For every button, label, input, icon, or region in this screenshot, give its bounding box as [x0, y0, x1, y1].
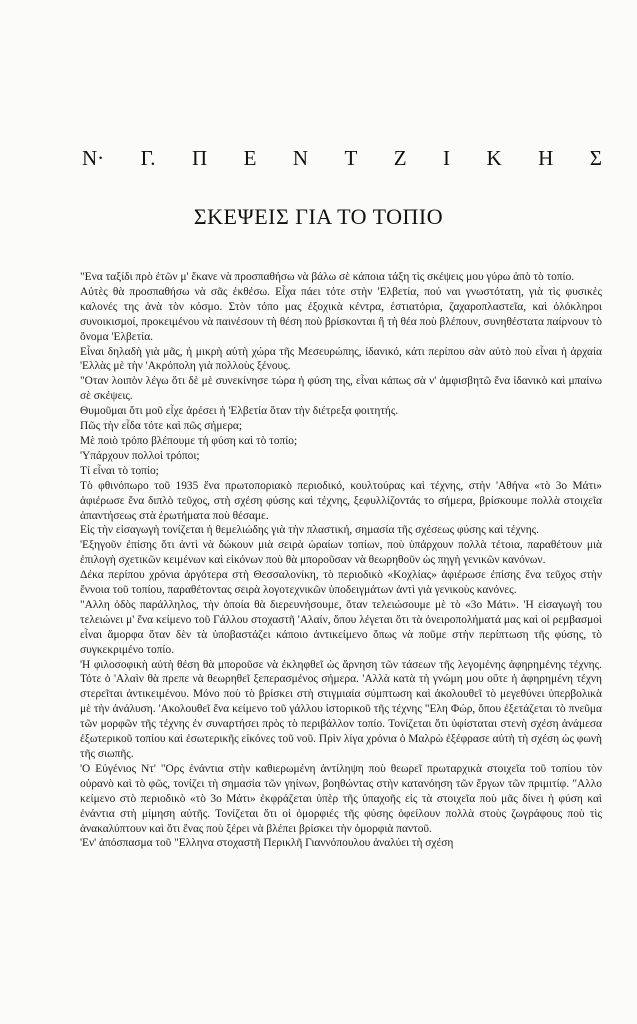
paragraph: 'Ο Εὐγένιος Ντ' "Ορς ἐνάντια στὴν καθιερωμένη ἀντίληψη ποὺ θεωρεῖ πρωταρχικὰ στοιχεῖα τοῦ τοπίου τὸν οὐρανὸ καὶ τὸ φῶς, τονίζει τὴ σημασία τῶν γηίνων, βοηθώντας στὴν κατανόηση τῶν ἔργων τῶν πριμιτίφ. "Αλλο κείμενο στὸ περιοδικὸ «τὸ 3ο Μάτι» ἐκφράζεται ὑπὲρ τῆς ὑπαχοῆς εἰς τὰ στοιχεῖα ποὺ μᾶς δίνει ἡ φύση καὶ ἐνάντια στὴ μίμηση αὐτῆς. Τονίζεται ὅτι οἱ ὁμορφιές τῆς φύσης ὀφείλουν πολλὰ στοὺς ζωγράφους ποὺ τὶς ἀνακαλύπτουν καὶ ὅτι ἕνας ποὺ ξέρει νὰ βλέπει βρίσκει τὴν ὁμορφιὰ παντοῦ. [80, 762, 602, 835]
author-name [82, 146, 602, 171]
author-letter: Ν [292, 146, 309, 170]
article-body [80, 270, 602, 851]
paragraph: Δέκα περίπου χρόνια ἀργότερα στὴ Θεσσαλονίκη, τὸ περιοδικὸ «Κοχλίας» ἀφιέρωσε ἐπίσης ἕνα τεῦχος στὴν ἔννοια τοῦ τοπίου, παραθέτοντας σειρὰ λογοτεχνικῶν ὑποδειγμάτων ἀντὶ γιὰ γενικοὺς κανόνες. [80, 569, 602, 597]
author-letter: Π [191, 146, 208, 170]
paragraph: 'Εξηγοῦν ἐπίσης ὅτι ἀντὶ νὰ δώκουν μιὰ σειρὰ ὡραίων τοπίων, ποὺ ὑπάρχουν πολλὰ τέτοια, παραθέτουν μιὰ ἐπιλογὴ σχετικῶν κειμένων καὶ εἰκόνων ποὺ θὰ μποροῦσαν νὰ θεωρηθοῦν ὡς πηγὴ γενικῶν κανόνων. [80, 539, 602, 567]
author-letter: Η [538, 146, 554, 170]
author-letter: Σ [589, 146, 602, 170]
paragraph: 'Εν' ἀπόσπασμα τοῦ "Ελληνα στοχαστῆ Περικλῆ Γιαννόπουλου ἀναλύει τὴ σχέση [80, 837, 454, 850]
paragraph: Αὐτὲς θὰ προσπαθήσω νὰ σᾶς ἐκθέσω. Εἶχα πάει τότε στὴν 'Ελβετία, πού ναι γνωστότατη, γιὰ τὶς φυσικὲς καλονές της ἀνὰ τὸν κόσμο. Στὸν τόπο μας ἐξοχικὰ κέντρα, ἑστιατόρια, ζαχαροπλαστεῖα, καὶ ὁλόκληροι συνοικισμοί, προκειμένου νὰ παινέσουν τὴ θέση ποὺ βρίσκονται ἢ τὴ θέα ποὺ βλέπουν, συνηθέστατα παίρνουν τὸ ὄνομα 'Ελβετία. [80, 285, 602, 343]
author-letter: Γ. [140, 146, 156, 170]
page-title: ΣΚΕΨΕΙΣ ΓΙΑ ΤΟ ΤΟΠΙΟ [193, 204, 444, 229]
author-letter: Ι [443, 146, 451, 170]
author-letter: Κ [486, 146, 502, 170]
paragraph: Μὲ ποιὸ τρόπο βλέπουμε τὴ φύση καὶ τὸ τοπίο; [80, 434, 298, 447]
paragraph: Τὸ φθινόπωρο τοῦ 1935 ἕνα πρωτοποριακὸ περιοδικό, κουλτούρας καὶ τέχνης, στὴν 'Αθήνα «τὸ 3ο Μάτι» ἀφιέρωσε ἕνα διπλὸ τεῦχος, στὴ σχέση φύσης καὶ τέχνης, ξεφυλλίζοντάς το σήμερα, βρίσκουμε πολλὰ στοιχεῖα ἀπαντήσεως στὰ ἐρωτήματα ποὺ θέσαμε. [80, 479, 602, 522]
paragraph: Εἰς τὴν εἰσαγωγὴ τονίζεται ἡ θεμελιώδης γιὰ τὴν πλαστική, σημασία τῆς σχέσεως φύσης καὶ τέχνης. [80, 524, 540, 537]
paragraph: Θυμοῦμαι ὅτι μοῦ εἶχε ἀρέσει ἡ 'Ελβετία ὅταν τὴν διέτρεξα φοιτητής. [80, 405, 399, 418]
author-letter: Τ [344, 146, 358, 170]
paragraph: Εἶναι δηλαδὴ γιὰ μᾶς, ἡ μικρὴ αὐτὴ χώρα τῆς Μεσευρώπης, ἰδανικό, κάτι περίπου σὰν αὐτὸ ποὺ εἶναι ἡ ἀρχαία 'Ελλὰς μὲ τὴν 'Ακρόπολη γιὰ πολλοὺς ξένους. [80, 345, 602, 373]
paragraph: Τί εἶναι τὸ τοπίο; [80, 464, 159, 477]
paragraph: 'Η φιλοσοφικὴ αὐτὴ θέση θὰ μποροῦσε νὰ ἐκληφθεῖ ὡς ἄρνηση τῶν τάσεων τῆς λεγομένης ἀφηρημένης τέχνης. Τότε ὁ 'Αλαὶν θὰ πρεπε νὰ θεωρηθεῖ ξεπερασμένος σήμερα. 'Αλλὰ κατὰ τὴ γνώμη μου οὔτε ἡ ἀφηρημένη τέχνη στερεῖται ἀντικειμένου. Μόνο ποὺ τὸ βρίσκει στὴ στιγμιαία σύμπτωση καὶ ἀκολουθεῖ τὸ μεγεθύνει ὑπερβολικὰ μὲ τὴν ἀνάλυση. 'Ακολουθεῖ ἕνα κείμενο τοῦ γάλλου ἱστορικοῦ τῆς τέχνης "Ελη Φώρ, ὅπου ἐξετάζεται τὸ πνεῦμα τῶν μορφῶν τῆς τέχνης ἐν συναρτήσει πρὸς τὸ περιβάλλον τοπίο. Τονίζεται ὅτι ὑφίσταται στενὴ σχέση ἀνάμεσα ἐξωτερικοῦ τοπίου καὶ ἐσωτερικῆς εἰκόνες τοῦ νοῦ. Πρὶν λίγα χρόνια ὁ Μαλρὼ ἐξέφρασε αὐτὴ τὴ σχέση ὡς φωνὴ τῆς σιωπῆς. [80, 658, 602, 760]
author-letter: Ν· [82, 146, 105, 170]
author-letter: Ζ [393, 146, 407, 170]
author-letter: Ε [243, 146, 257, 170]
paragraph: "Οταν λοιπὸν λέγω ὅτι δὲ μὲ συνεκίνησε τώρα ἡ φύση της, εἶναι κάπως σὰ ν' ἀμφισβητῶ ἕνα ἰδανικὸ καὶ μπαίνω σὲ σκέψεις. [80, 375, 602, 403]
paragraph: "Αλλη ὁδὸς παράλληλος, τὴν ὁποία θὰ διερευνήσουμε, ὅταν τελειώσουμε μὲ τὸ «3ο Μάτι». 'Η εἰσαγωγὴ του τελειώνει μ' ἕνα κείμενο τοῦ Γάλλου στοχαστῆ 'Αλαίν, ὅπου λέγεται ὅτι τὰ ὀνειροπολήματά μας καὶ οἱ ρεμβασμοὶ εἶναι ἄμορφα ὅταν δὲν τὰ ὑποβαστάζει κάποιο ἀντικείμενο ὅπως νὰ ποῦμε στὴν περίπτωση τῆς φύσης, τὸ συγκεκριμένο τοπίο. [80, 598, 602, 656]
paragraph: 'Υπάρχουν πολλοὶ τρόποι; [80, 449, 200, 462]
paragraph: "Ενα ταξίδι πρὸ ἐτῶν μ' ἔκανε νὰ προσπαθήσω νὰ βάλω σὲ κάποια τάξη τὶς σκέψεις μου γύρω ἀπὸ τὸ τοπίο. [80, 271, 575, 283]
paragraph: Πῶς τὴν εἶδα τότε καὶ πῶς σήμερα; [80, 420, 243, 433]
